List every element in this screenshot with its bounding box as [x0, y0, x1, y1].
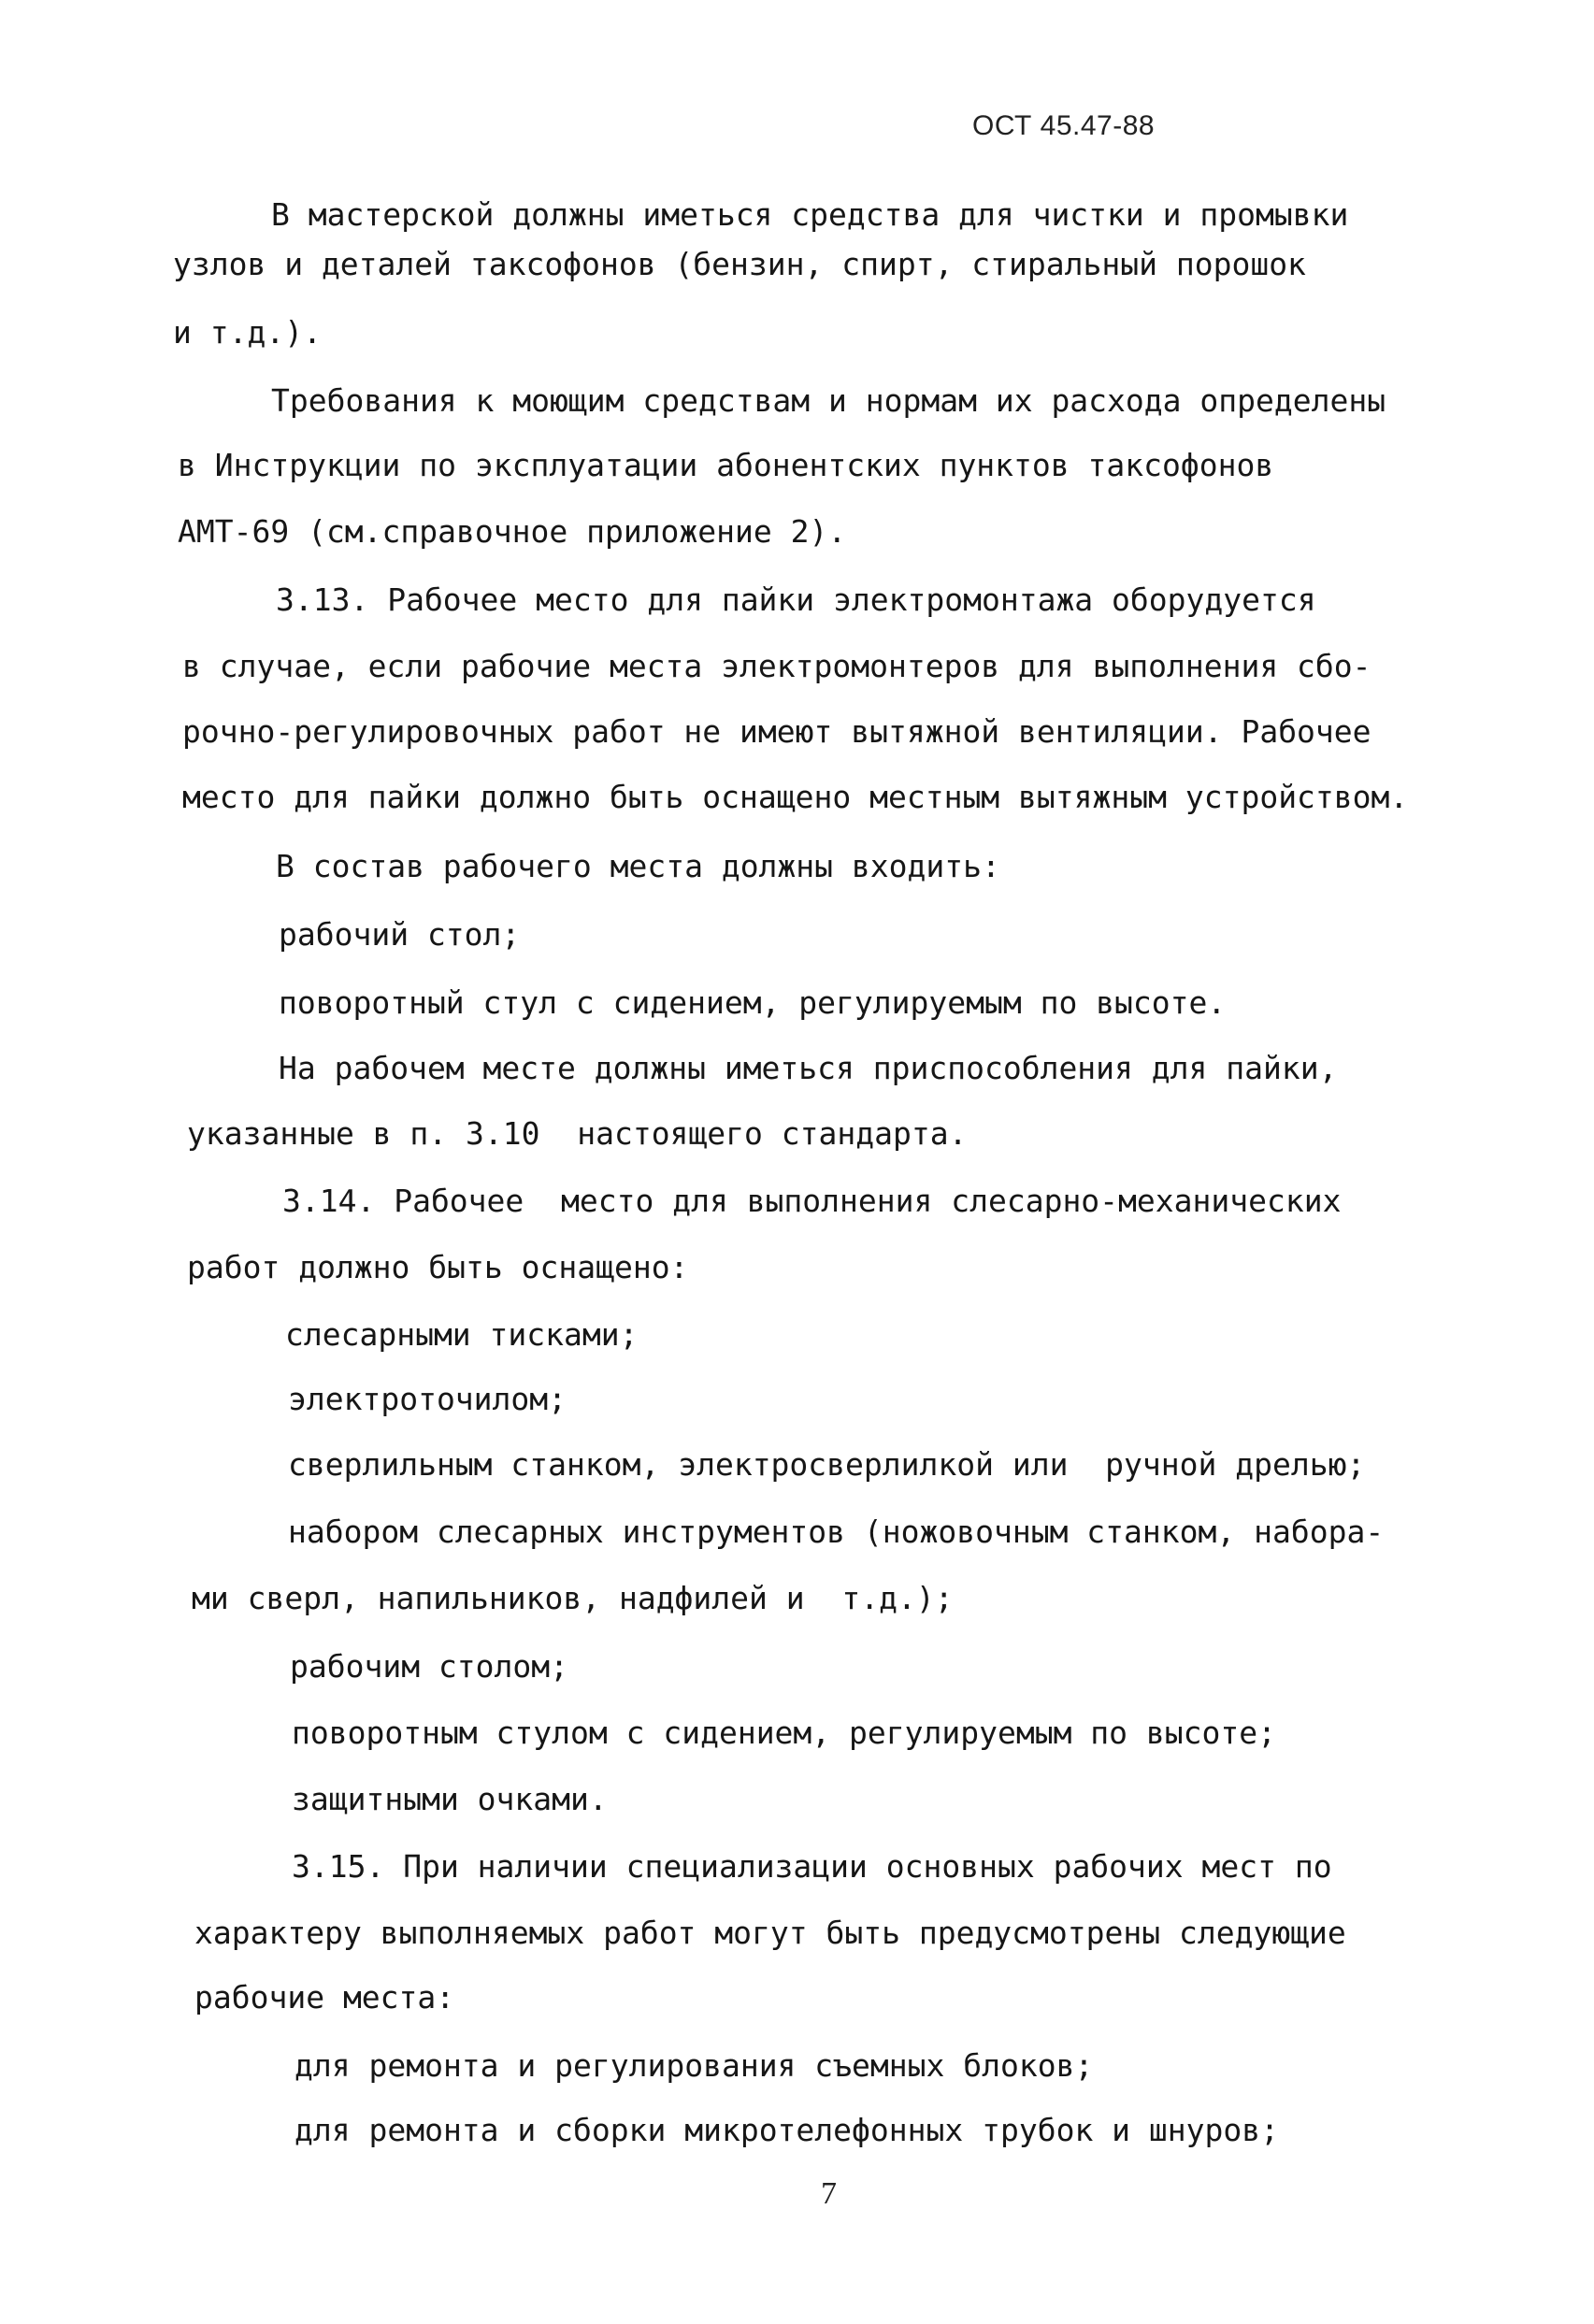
document-code-header: ОСТ 45.47-88	[972, 110, 1156, 141]
text-line: для ремонта и регулирования съемных блоков;	[294, 2047, 1094, 2084]
text-line: слесарными тисками;	[285, 1316, 639, 1353]
text-line: 3.15. При наличии специализации основных рабочих мест по	[292, 1848, 1332, 1885]
text-line: в Инструкции по эксплуатации абонентских пунктов таксофонов	[178, 447, 1274, 483]
text-line: указанные в п. 3.10 настоящего стандарта.	[187, 1115, 968, 1152]
text-line: рабочие места:	[194, 1979, 455, 2016]
text-line: На рабочем месте должны иметься приспособления для пайки,	[279, 1050, 1338, 1086]
text-line: В мастерской должны иметься средства для чистки и промывки	[271, 196, 1349, 233]
text-line: рочно-регулировочных работ не имеют вытяжной вентиляции. Рабочее	[182, 713, 1371, 750]
text-line: узлов и деталей таксофонов (бензин, спирт, стиральный порошок	[173, 246, 1306, 282]
text-line: В состав рабочего места должны входить:	[276, 848, 1000, 884]
text-line: набором слесарных инструментов (ножовочным станком, набора-	[288, 1513, 1385, 1550]
text-line: защитными очками.	[292, 1781, 608, 1817]
text-line: 3.14. Рабочее место для выполнения слесарно-механических	[282, 1183, 1342, 1219]
text-line: рабочий стол;	[279, 916, 521, 953]
page-number: 7	[821, 2176, 837, 2211]
text-line: 3.13. Рабочее место для пайки электромонтажа оборудуется	[276, 581, 1316, 618]
text-line: АМТ-69 (см.справочное приложение 2).	[178, 513, 847, 550]
text-line: поворотный стул с сидением, регулируемым по высоте.	[279, 984, 1227, 1021]
text-line: электроточилом;	[288, 1381, 567, 1417]
text-line: характеру выполняемых работ могут быть предусмотрены следующие	[194, 1915, 1346, 1951]
text-line: рабочим столом;	[290, 1648, 569, 1685]
text-line: Требования к моющим средствам и нормам их расхода определены	[271, 382, 1386, 419]
text-line: в случае, если рабочие места электромонтеров для выполнения сбо-	[182, 648, 1371, 684]
text-line: поворотным стулом с сидением, регулируемым по высоте;	[292, 1714, 1276, 1751]
text-line: работ должно быть оснащено:	[187, 1249, 689, 1285]
text-line: ми сверл, напильников, надфилей и т.д.);	[192, 1580, 954, 1616]
text-line: и т.д.).	[173, 314, 322, 351]
text-line: место для пайки должно быть оснащено местным вытяжным устройством.	[182, 779, 1409, 815]
text-line: сверлильным станком, электросверлилкой или ручной дрелью;	[288, 1446, 1366, 1483]
text-line: для ремонта и сборки микротелефонных трубок и шнуров;	[294, 2112, 1279, 2148]
